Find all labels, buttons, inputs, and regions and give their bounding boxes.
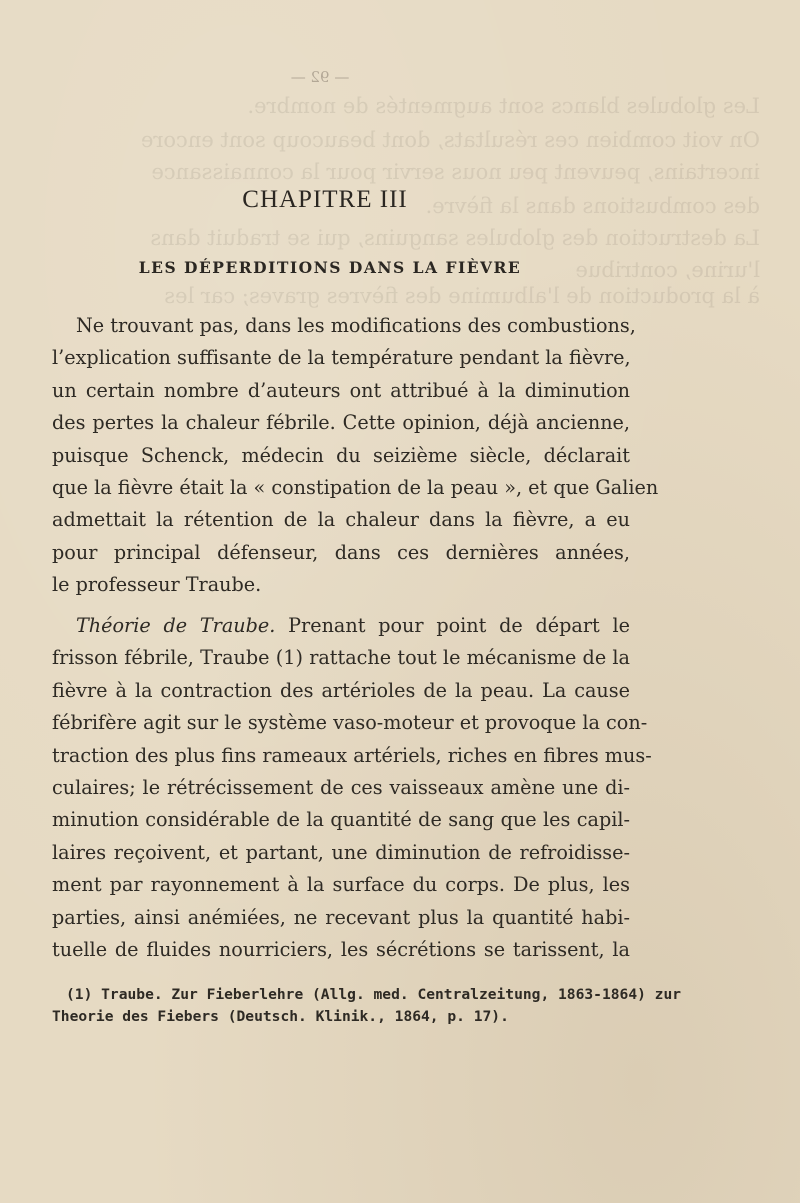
- paragraph-1: [52, 310, 659, 602]
- show-through-line: des combustions dans la fièvre.: [425, 194, 760, 218]
- text-line: que la fièvre était la « constipation de la peau », et que Galien: [52, 476, 659, 500]
- text-line: le professeur Traube.: [52, 573, 262, 597]
- text-line: Ne trouvant pas, dans les modifications des combustions,: [76, 314, 636, 337]
- text-line: fébrifère agit sur le système vaso-moteur et provoque la con-: [52, 711, 648, 735]
- text-line-with-lead: [52, 610, 630, 642]
- page-number: — 92 —: [290, 68, 350, 86]
- section-heading: LES DÉPERDITIONS DANS LA FIÈVRE: [138, 258, 522, 277]
- text-line: frisson fébrile, Traube (1) rattache tout le mécanisme de la: [52, 646, 630, 670]
- italic-lead: Théorie de Traube.: [76, 614, 276, 637]
- text-line: l’explication suffisante de la température pendant la fièvre,: [52, 346, 631, 370]
- paragraph-2: [52, 610, 652, 966]
- text-line: minution considérable de la quantité de sang que les capil-: [52, 808, 630, 832]
- text-line: tuelle de fluides nourriciers, les sécrétions se tarissent, la: [52, 938, 630, 962]
- text-line: pour principal défenseur, dans ces dernières années,: [52, 540, 630, 564]
- text-line: ment par rayonnement à la surface du corps. De plus, les: [52, 873, 630, 897]
- show-through-line: à la production de l'albumine des fièvres graves; car les: [164, 284, 760, 308]
- footnote-line: Theorie des Fiebers (Deutsch. Klinik., 1864, p. 17).: [52, 1008, 509, 1025]
- text-line: puisque Schenck, médecin du seizième siècle, déclarait: [52, 443, 630, 467]
- text-run: Prenant pour point de départ le: [288, 614, 630, 637]
- text-line: culaires; le rétrécissement de ces vaisseaux amène une di-: [52, 776, 630, 800]
- text-line: laires reçoivent, et partant, une diminution de refroidisse-: [52, 840, 630, 864]
- text-line: admettait la rétention de la chaleur dans la fièvre, a eu: [52, 508, 630, 532]
- text-line: un certain nombre d’auteurs ont attribué à la diminution: [52, 378, 630, 402]
- text-line: des pertes la chaleur fébrile. Cette opinion, déjà ancienne,: [52, 411, 630, 435]
- footnote: [52, 984, 682, 1028]
- show-through-line: l'urine, contribue: [575, 258, 760, 282]
- show-through-line: Les globules blancs sont augmentés de nombre.: [247, 94, 760, 118]
- show-through-line: On voit combien ces résultats, dont beaucoup sont encore: [140, 128, 760, 152]
- text-line: parties, ainsi anémiées, ne recevant plus la quantité habi-: [52, 905, 630, 929]
- text-line: fièvre à la contraction des artérioles de la peau. La cause: [52, 678, 630, 702]
- show-through-line: incertains, peuvent peu nous servir pour la connaissance: [151, 160, 760, 184]
- text-line: traction des plus fins rameaux artériels, riches en fibres mus-: [52, 743, 652, 767]
- footnote-line: (1) Traube. Zur Fieberlehre (Allg. med. Centralzeitung, 1863-1864) zur: [66, 986, 682, 1003]
- chapter-title: CHAPITRE III: [242, 186, 408, 213]
- show-through-line: La destruction des globules sanguins, qui se traduit dans: [150, 226, 760, 250]
